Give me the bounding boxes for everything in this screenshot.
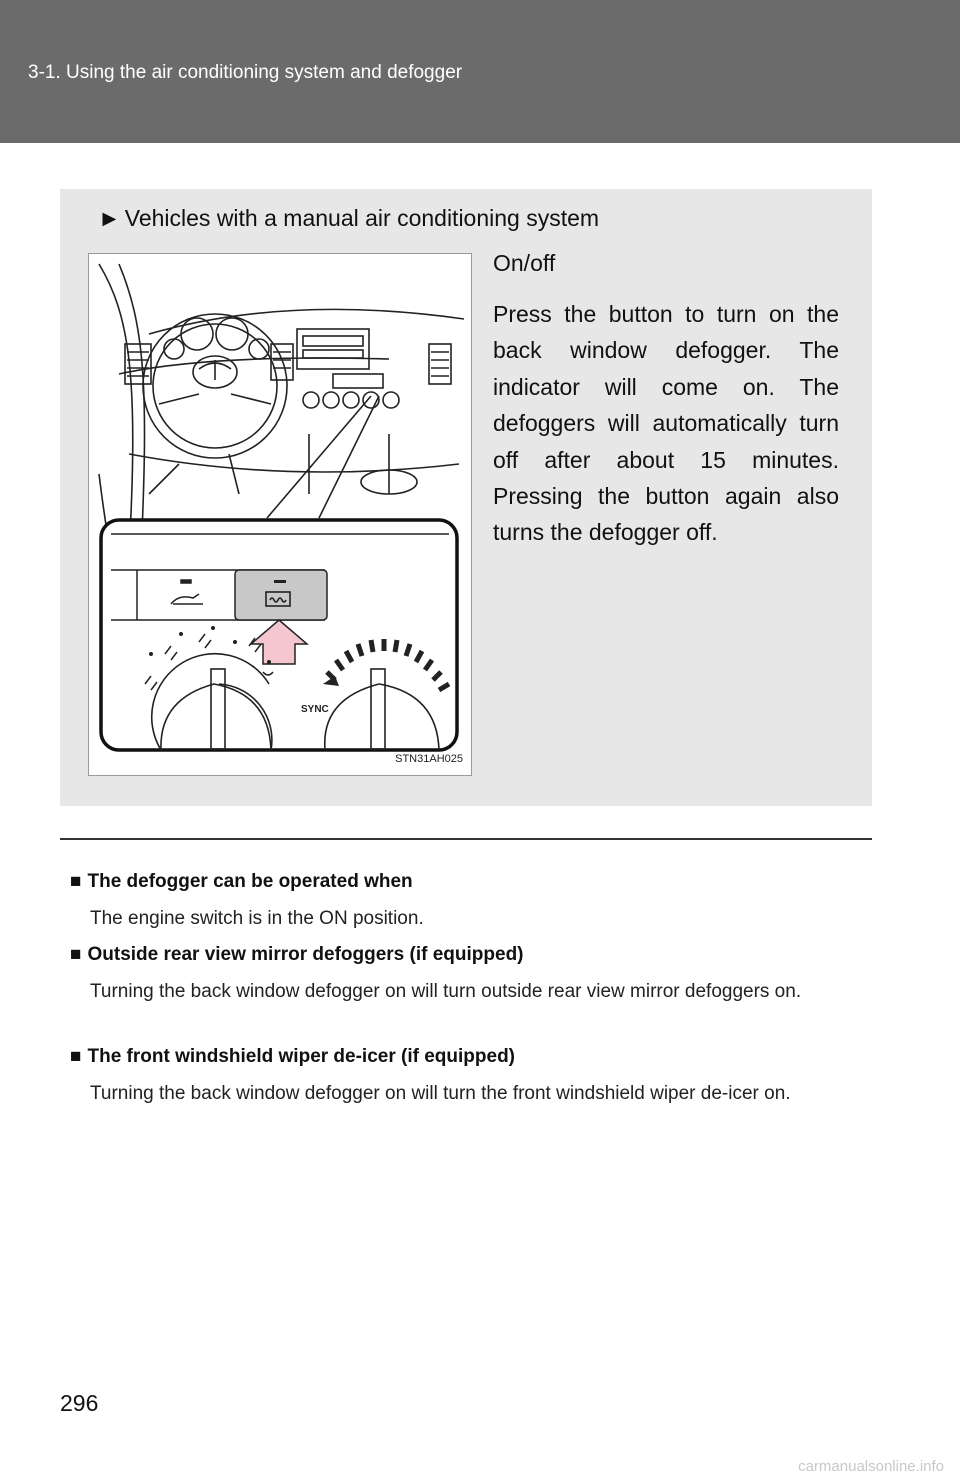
header-bar — [0, 0, 960, 143]
divider — [60, 838, 872, 840]
note-body: Turning the back window defogger on will turn outside rear view mirror defoggers on. — [90, 981, 802, 1002]
note-body: The engine switch is in the ON position. — [90, 908, 424, 929]
section-label — [98, 205, 599, 232]
watermark: carmanualsonline.info — [798, 1458, 944, 1475]
dashboard-illustration — [88, 253, 472, 776]
note-heading-text: Outside rear view mirror defoggers (if equipped) — [87, 944, 524, 965]
note-wiper-deicer — [70, 1045, 870, 1109]
note-body: Turning the back window defogger on will turn the front windshield wiper de-icer on. — [90, 1083, 791, 1104]
note-heading — [70, 943, 870, 967]
figure-code: STN31AH025 — [395, 753, 463, 765]
note-heading-text: The front windshield wiper de-icer (if equipped) — [87, 1046, 516, 1067]
item-title: On/off — [493, 250, 556, 276]
sync-label: SYNC — [301, 704, 329, 715]
header-title: 3-1. Using the air conditioning system and defogger — [28, 62, 463, 83]
note-heading — [70, 1045, 870, 1069]
triangle-marker-icon: ► — [98, 205, 121, 231]
note-mirror-defoggers — [70, 943, 870, 1007]
square-bullet-icon: ■ — [70, 871, 82, 892]
item-body: Press the button to turn on the back window defogger. The indicator will come on. The defoggers will automatically turn off after about 15 minutes. Pressing the button again also turns the defogger off. — [493, 301, 839, 546]
square-bullet-icon: ■ — [70, 944, 82, 965]
section-label-text: Vehicles with a manual air conditioning system — [124, 205, 600, 231]
note-operation — [70, 870, 870, 934]
note-heading — [70, 870, 870, 894]
dashboard-drawing — [89, 254, 471, 775]
page-number: 296 — [60, 1390, 99, 1416]
note-heading-text: The defogger can be operated when — [87, 871, 413, 892]
square-bullet-icon: ■ — [70, 1046, 82, 1067]
